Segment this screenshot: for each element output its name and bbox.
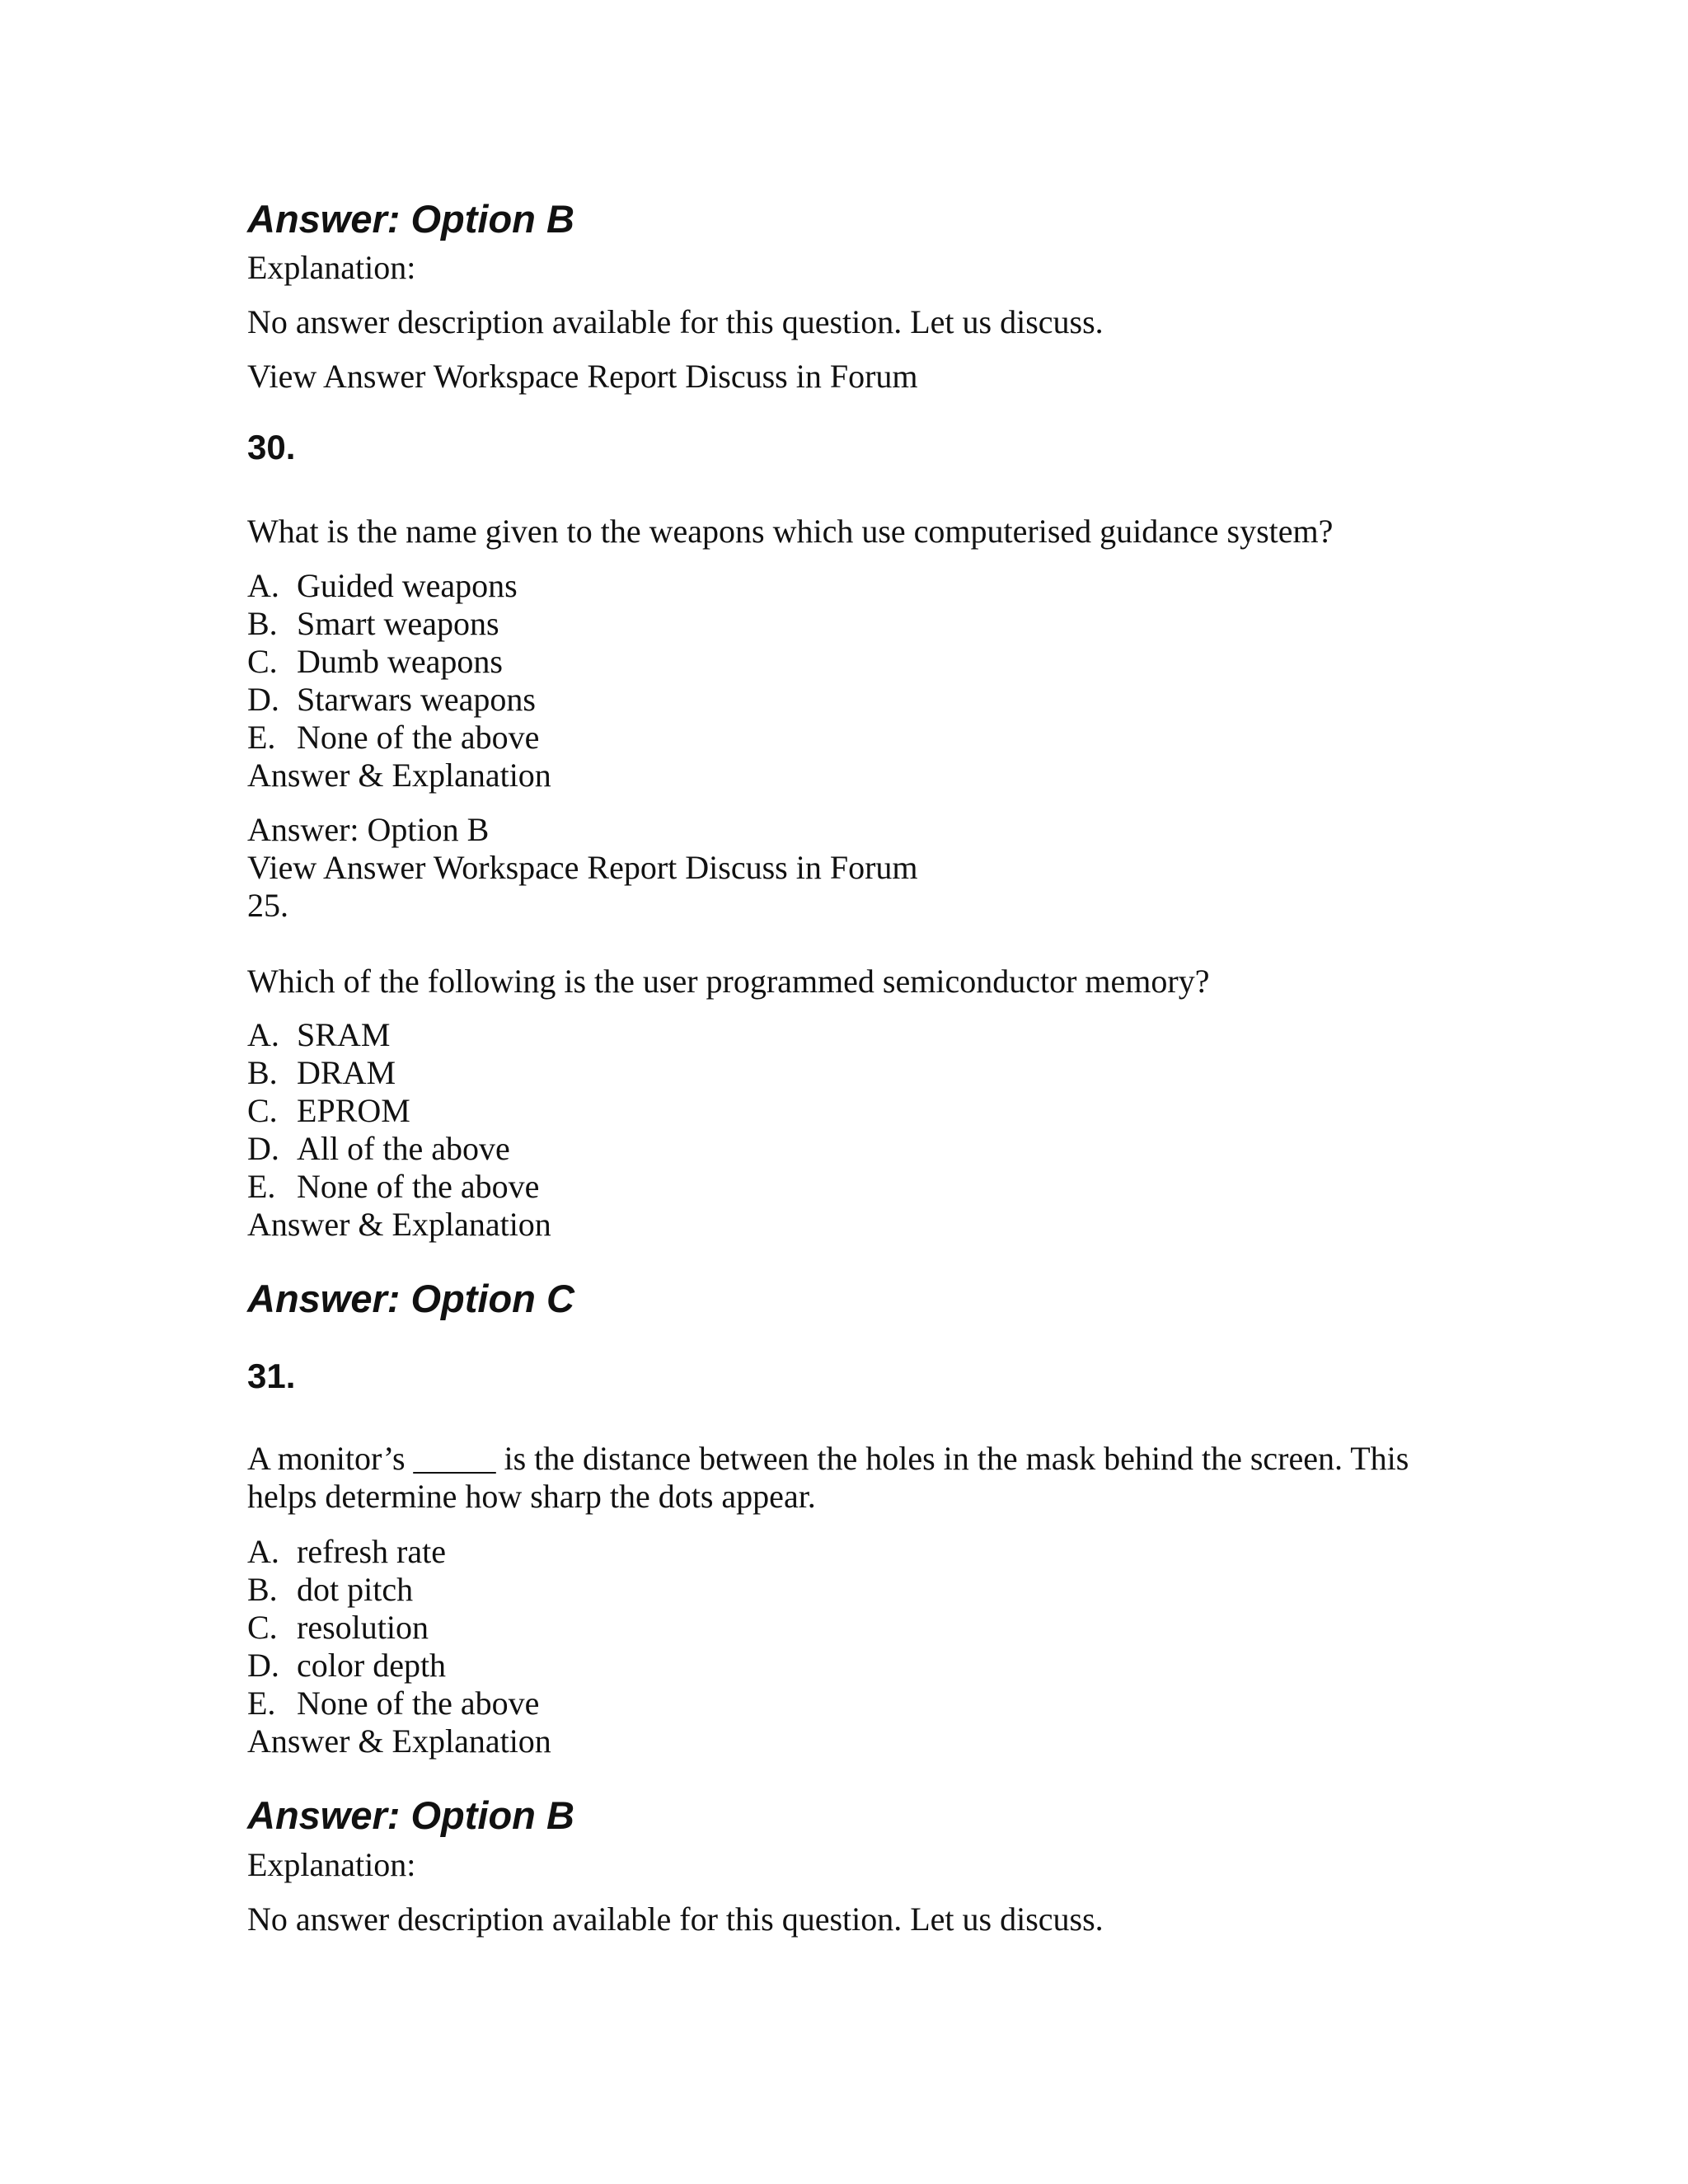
- option-letter: E.: [247, 1685, 276, 1722]
- option-letter: D.: [247, 1647, 279, 1684]
- option-item[interactable]: [247, 1571, 539, 1609]
- option-text: Smart weapons: [297, 605, 499, 642]
- explanation-label: Explanation:: [247, 249, 416, 286]
- answer-explanation-link[interactable]: Answer & Explanation: [247, 1722, 551, 1760]
- option-item[interactable]: [247, 1609, 539, 1647]
- question-links[interactable]: View Answer Workspace Report Discuss in Forum: [247, 849, 918, 886]
- option-text: dot pitch: [297, 1571, 414, 1608]
- option-letter: A.: [247, 1533, 279, 1570]
- option-list: [247, 1016, 539, 1206]
- question-text: Which of the following is the user programmed semiconductor memory?: [247, 963, 1210, 1000]
- option-letter: B.: [247, 605, 278, 642]
- answer-text: Answer: Option B: [247, 811, 490, 848]
- answer-explanation-link[interactable]: Answer & Explanation: [247, 1206, 551, 1243]
- question-text: A monitor’s _____ is the distance between the holes in the mask behind the screen. This helps determine how sharp the dots appear.: [247, 1440, 1409, 1515]
- option-item[interactable]: [247, 567, 539, 605]
- option-letter: B.: [247, 1054, 278, 1091]
- question-number: 31.: [247, 1357, 296, 1395]
- question-text: What is the name given to the weapons which use computerised guidance system?: [247, 513, 1334, 550]
- option-letter: D.: [247, 1130, 279, 1167]
- option-item[interactable]: [247, 719, 539, 757]
- explanation-text: No answer description available for this question. Let us discuss.: [247, 303, 1104, 340]
- option-letter: E.: [247, 719, 276, 756]
- option-text: DRAM: [297, 1054, 396, 1091]
- option-letter: C.: [247, 643, 278, 680]
- option-text: refresh rate: [297, 1533, 446, 1570]
- option-letter: C.: [247, 1609, 278, 1646]
- option-item[interactable]: [247, 1685, 539, 1722]
- option-text: color depth: [297, 1647, 447, 1684]
- option-text: Dumb weapons: [297, 643, 503, 680]
- option-text: None of the above: [297, 1168, 540, 1205]
- answer-heading: Answer: Option B: [247, 197, 574, 241]
- option-item[interactable]: [247, 605, 539, 643]
- option-letter: A.: [247, 567, 279, 604]
- option-item[interactable]: [247, 1533, 539, 1571]
- option-text: resolution: [297, 1609, 429, 1646]
- question-links[interactable]: View Answer Workspace Report Discuss in Forum: [247, 358, 918, 395]
- option-text: SRAM: [297, 1016, 391, 1053]
- explanation-text: No answer description available for this question. Let us discuss.: [247, 1900, 1104, 1938]
- option-text: None of the above: [297, 1685, 540, 1722]
- option-letter: E.: [247, 1168, 276, 1205]
- option-list: [247, 1533, 539, 1722]
- option-text: Guided weapons: [297, 567, 518, 604]
- option-text: None of the above: [297, 719, 540, 756]
- option-letter: D.: [247, 681, 279, 718]
- option-text: EPROM: [297, 1092, 410, 1129]
- option-item[interactable]: [247, 1168, 539, 1206]
- answer-heading: Answer: Option C: [247, 1277, 574, 1320]
- option-item[interactable]: [247, 681, 539, 719]
- explanation-label: Explanation:: [247, 1846, 416, 1883]
- option-item[interactable]: [247, 1092, 539, 1130]
- option-letter: C.: [247, 1092, 278, 1129]
- question-number: 30.: [247, 428, 296, 466]
- question-number: 25.: [247, 887, 288, 924]
- answer-heading: Answer: Option B: [247, 1793, 574, 1837]
- option-item[interactable]: [247, 643, 539, 681]
- option-item[interactable]: [247, 1130, 539, 1168]
- option-letter: B.: [247, 1571, 278, 1608]
- option-text: Starwars weapons: [297, 681, 536, 718]
- option-text: All of the above: [297, 1130, 510, 1167]
- option-item[interactable]: [247, 1016, 539, 1054]
- option-item[interactable]: [247, 1054, 539, 1092]
- option-letter: A.: [247, 1016, 279, 1053]
- answer-explanation-link[interactable]: Answer & Explanation: [247, 757, 551, 794]
- option-item[interactable]: [247, 1647, 539, 1685]
- option-list: [247, 567, 539, 757]
